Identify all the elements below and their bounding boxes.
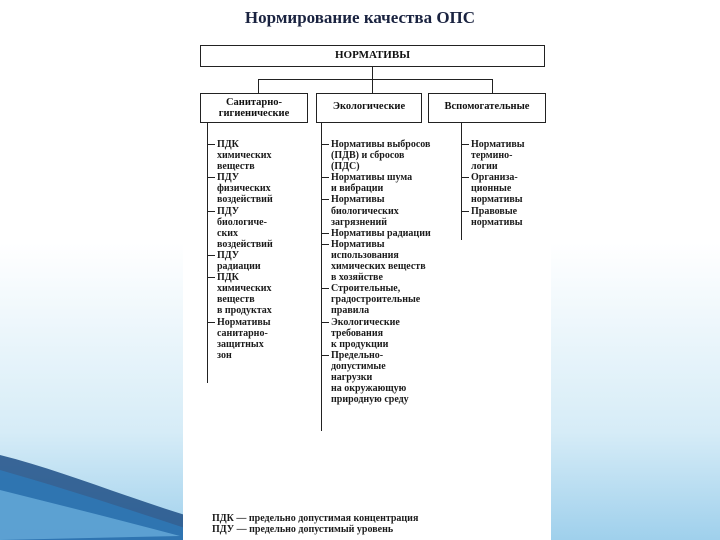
diagram-scan — [183, 31, 551, 540]
ecological-item-6: Строительные, градостроительные правила — [321, 283, 463, 316]
legend-pdk: ПДК — предельно допустимая концентрация — [212, 513, 419, 524]
ecological-item-7: Экологические требования к продукции — [321, 317, 463, 350]
auxiliary-item-1: Нормативы термино- логии — [461, 139, 551, 172]
sanitary-item-4: ПДУ радиации — [207, 250, 317, 272]
sanitary-item-5: ПДК химических веществ в продуктах — [207, 272, 317, 316]
legend — [212, 513, 418, 535]
category-box-auxiliary — [428, 93, 546, 123]
sanitary-item-3: ПДУ биологиче- ских воздействий — [207, 206, 317, 250]
auxiliary-item-3: Правовые нормативы — [461, 206, 551, 228]
auxiliary-item-2: Организа- ционные нормативы — [461, 172, 551, 205]
category-label-sanitary: Санитарно-гигиенические — [218, 97, 290, 119]
legend-pdu: ПДУ — предельно допустимый уровень — [212, 524, 394, 535]
ecological-item-8: Предельно- допустимые нагрузки на окружающую природную среду — [321, 350, 463, 405]
sanitary-item-2: ПДУ физических воздействий — [207, 172, 317, 205]
sanitary-items-list — [207, 139, 317, 361]
ecological-item-4: Нормативы радиации — [321, 228, 463, 239]
category-label-ecological: Экологические — [332, 101, 406, 112]
ecological-item-2: Нормативы шума и вибрации — [321, 172, 463, 194]
sanitary-item-6: Нормативы санитарно- защитных зон — [207, 317, 317, 361]
ecological-item-3: Нормативы биологических загрязнений — [321, 194, 463, 227]
ecological-item-1: Нормативы выбросов (ПДВ) и сбросов (ПДС) — [321, 139, 463, 172]
auxiliary-items-list — [461, 139, 551, 228]
ecological-item-5: Нормативы использования химических веществ в хозяйстве — [321, 239, 463, 283]
root-label: НОРМАТИВЫ — [334, 49, 410, 61]
root-box — [200, 45, 545, 67]
category-box-sanitary — [200, 93, 308, 123]
category-box-ecological — [316, 93, 422, 123]
category-label-auxiliary: Вспомогательные — [444, 101, 530, 112]
sanitary-item-1: ПДК химических веществ — [207, 139, 317, 172]
slide-title: Нормирование качества ОПС — [244, 8, 476, 27]
ecological-items-list — [321, 139, 463, 405]
